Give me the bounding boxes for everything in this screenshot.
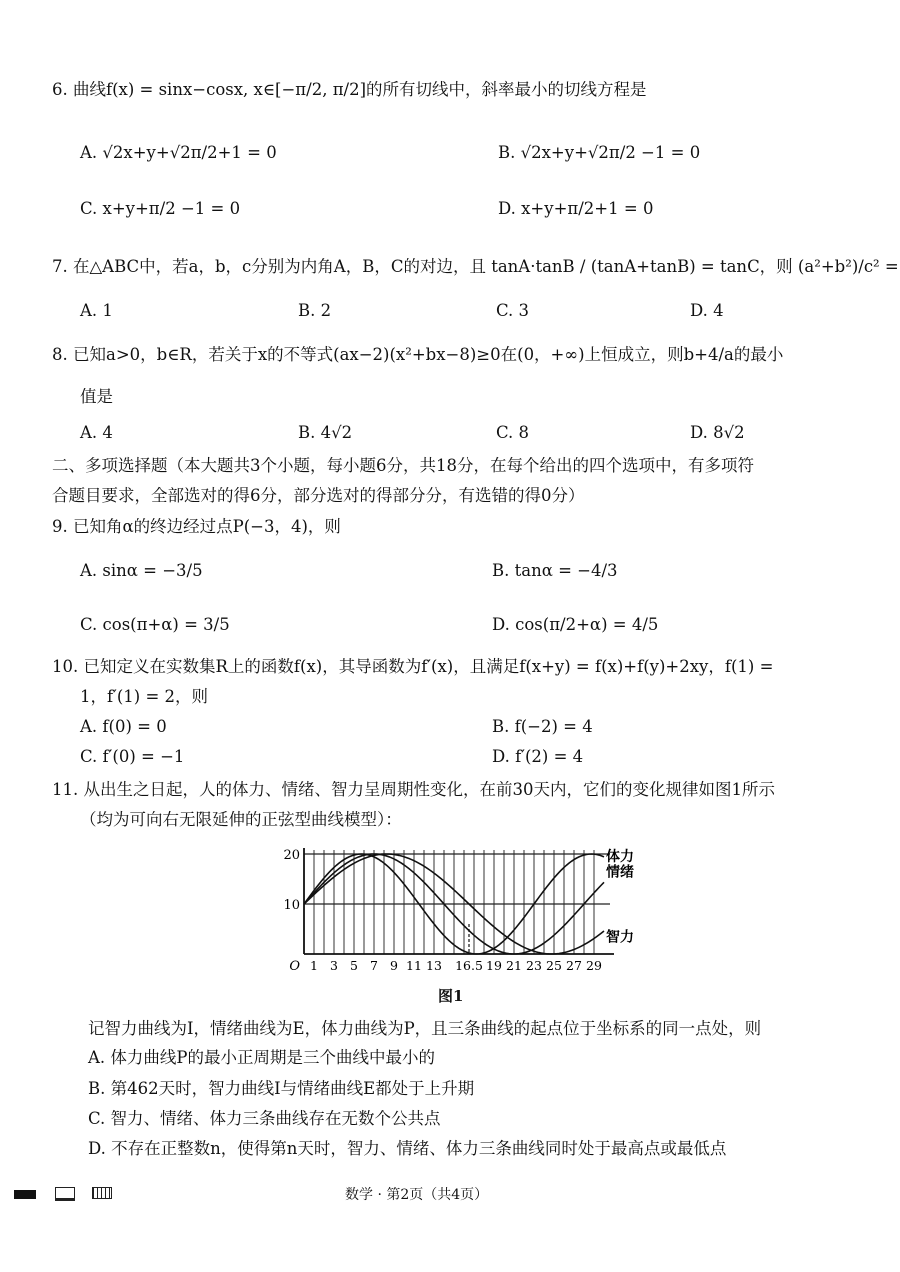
q8-stem: 8. 已知a>0，b∈R，若关于x的不等式(ax−2)(x²+bx−8)≥0在(0，+∞)上恒成立，则b+4/a的最小	[52, 345, 784, 364]
q9-option-b: B. tanα = −4/3	[492, 561, 618, 580]
q10-stem: 10. 已知定义在实数集R上的函数f(x)，其导函数为f′(x)，且满足f(x+y) = f(x)+f(y)+2xy，f(1) =	[52, 657, 774, 676]
q6-option-b: B. √2x+y+√2π/2 −1 = 0	[498, 143, 701, 162]
section2-header: 二、多项选择题（本大题共3个小题，每小题6分，共18分，在每个给出的四个选项中，有多项符	[52, 456, 754, 475]
x-tick-label: 3	[330, 958, 338, 973]
x-tick-label: 5	[350, 958, 358, 973]
q11-option-a: A. 体力曲线P的最小正周期是三个曲线中最小的	[88, 1048, 436, 1067]
x-tick-label: 19	[486, 958, 502, 973]
q6-option-a: A. √2x+y+√2π/2+1 = 0	[80, 143, 277, 162]
q8-option-d: D. 8√2	[690, 423, 745, 442]
q7-option-d: D. 4	[690, 301, 724, 320]
q11-stem: 11. 从出生之日起，人的体力、情绪、智力呈周期性变化，在前30天内，它们的变化规律如图1所示	[52, 780, 775, 799]
x-tick-label: 11	[406, 958, 422, 973]
figure-1-chart	[270, 840, 650, 980]
q11-option-c: C. 智力、情绪、体力三条曲线存在无数个公共点	[88, 1109, 441, 1128]
q8-option-c: C. 8	[496, 423, 530, 442]
filled-rect-icon	[14, 1190, 36, 1199]
q10-option-b: B. f(−2) = 4	[492, 717, 593, 736]
q10-option-a: A. f(0) = 0	[80, 717, 167, 736]
q10-stem-cont: 1，f′(1) = 2，则	[80, 687, 209, 706]
keyboard-icon	[92, 1187, 112, 1199]
q6-stem: 6. 曲线f(x) = sinx−cosx, x∈[−π/2, π/2]的所有切线中，斜率最小的切线方程是	[52, 80, 647, 99]
x-tick-label: 16.5	[455, 958, 483, 973]
x-tick-label: 1	[310, 958, 318, 973]
q7-option-a: A. 1	[80, 301, 113, 320]
x-tick-label: 23	[526, 958, 542, 973]
q9-option-d: D. cos(π/2+α) = 4/5	[492, 615, 659, 634]
q6-option-d: D. x+y+π/2+1 = 0	[498, 199, 654, 218]
y-tick-label: 10	[283, 898, 300, 913]
q8-option-b: B. 4√2	[298, 423, 353, 442]
q7-option-c: C. 3	[496, 301, 530, 320]
x-tick-label: 9	[390, 958, 398, 973]
series-label: 体力	[606, 849, 634, 865]
q6-option-c: C. x+y+π/2 −1 = 0	[80, 199, 241, 218]
q11-option-b: B. 第462天时，智力曲线I与情绪曲线E都处于上升期	[88, 1079, 475, 1098]
x-tick-label: 27	[566, 958, 582, 973]
q9-option-a: A. sinα = −3/5	[80, 561, 203, 580]
series-label: 智力	[606, 929, 634, 946]
q11-after-stem: 记智力曲线为I，情绪曲线为E，体力曲线为P，且三条曲线的起点位于坐标系的同一点处，则	[88, 1019, 762, 1038]
x-tick-label: 13	[426, 958, 442, 973]
y-tick-label: 20	[283, 848, 300, 863]
q10-option-c: C. f′(0) = −1	[80, 747, 185, 766]
q7-option-b: B. 2	[298, 301, 332, 320]
q8-option-a: A. 4	[80, 423, 113, 442]
outline-rect-icon	[55, 1187, 75, 1201]
page-footer: 数学 · 第2页（共4页）	[345, 1187, 489, 1203]
section2-header-cont: 合题目要求，全部选对的得6分，部分选对的得部分分，有选错的得0分）	[52, 486, 585, 505]
q10-option-d: D. f′(2) = 4	[492, 747, 584, 766]
q11-stem-cont: （均为可向右无限延伸的正弦型曲线模型）：	[80, 810, 402, 829]
q7-stem: 7. 在△ABC中，若a，b，c分别为内角A，B，C的对边，且 tanA·tanB / (tanA+tanB) = tanC，则 (a²+b²)/c² =	[52, 257, 899, 276]
q11-option-d: D. 不存在正整数n，使得第n天时，智力、情绪、体力三条曲线同时处于最高点或最低点	[88, 1139, 727, 1158]
q8-stem-cont: 值是	[80, 387, 113, 406]
origin-label: O	[289, 959, 300, 974]
q9-stem: 9. 已知角α的终边经过点P(−3，4)，则	[52, 517, 341, 536]
q9-option-c: C. cos(π+α) = 3/5	[80, 615, 230, 634]
x-tick-label: 7	[370, 958, 378, 973]
figure-caption: 图1	[438, 987, 464, 1005]
x-tick-label: 29	[586, 958, 602, 973]
x-tick-label: 25	[546, 958, 562, 973]
x-tick-label: 21	[506, 958, 522, 973]
series-label: 情绪	[606, 864, 634, 881]
